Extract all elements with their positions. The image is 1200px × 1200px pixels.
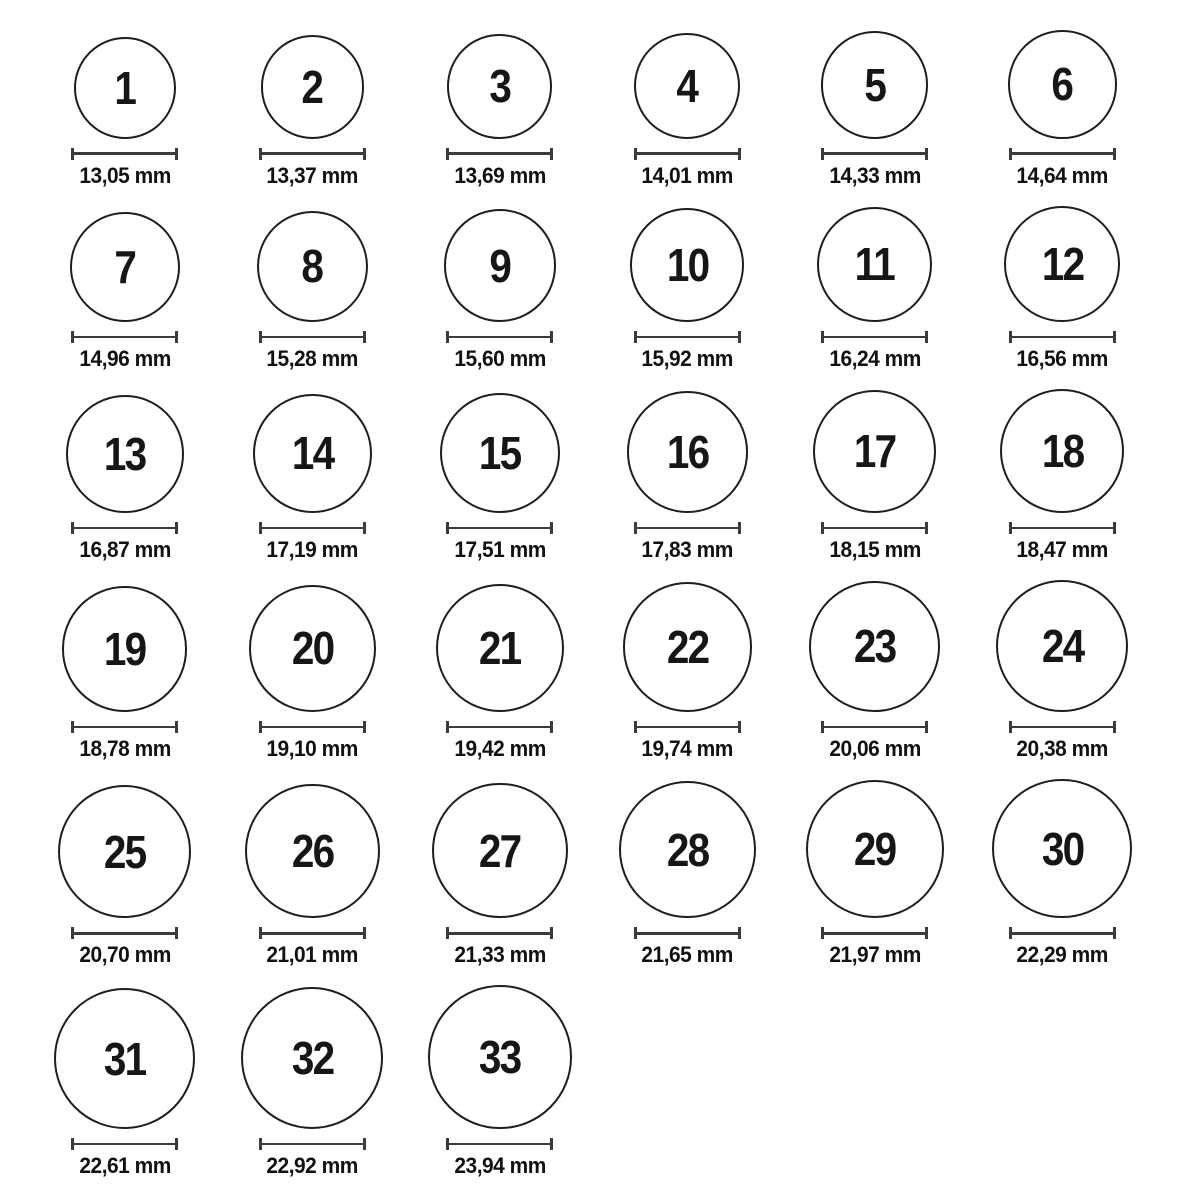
ring-number: 7: [114, 240, 136, 293]
diameter-label: 19,42 mm: [454, 735, 546, 761]
ruler-line: [449, 1143, 550, 1146]
ring-circle: [996, 580, 1128, 712]
diameter-label: 18,15 mm: [829, 536, 921, 562]
ring-cell: [31, 785, 219, 968]
ring-number: 29: [853, 823, 896, 876]
ring-circle: [806, 780, 944, 918]
ring-cell: [31, 37, 219, 189]
ring-circle: [817, 207, 932, 322]
ruler-line: [1012, 932, 1113, 935]
ring-number: 27: [478, 824, 521, 877]
ruler-line: [449, 527, 550, 530]
diameter-ruler: [259, 1138, 366, 1150]
ring-circle: [821, 31, 928, 138]
diameter-label: 21,01 mm: [266, 942, 358, 968]
ruler-line: [262, 527, 363, 530]
ruler-line: [262, 1143, 363, 1146]
ring-circle: [440, 393, 560, 513]
ring-row: [31, 206, 1200, 372]
diameter-label: 19,74 mm: [641, 735, 733, 761]
ring-number: 30: [1041, 822, 1083, 875]
ring-circle: [58, 785, 191, 918]
ring-cell: [406, 985, 594, 1179]
ring-cell: [31, 988, 219, 1179]
ring-number: 26: [291, 825, 333, 878]
ring-cell: [219, 394, 407, 563]
ruler-line: [74, 1143, 175, 1146]
diameter-ruler: [446, 522, 553, 534]
diameter-label: 20,06 mm: [829, 735, 921, 761]
ring-cell: [31, 212, 219, 372]
ring-number: 15: [478, 426, 521, 479]
ring-circle: [241, 987, 383, 1129]
diameter-ruler: [821, 331, 928, 343]
ring-circle: [70, 212, 180, 322]
diameter-label: 14,33 mm: [829, 162, 921, 188]
diameter-label: 23,94 mm: [454, 1153, 546, 1179]
ring-number: 31: [103, 1032, 146, 1085]
diameter-ruler: [1009, 522, 1116, 534]
ring-cell: [219, 211, 407, 372]
diameter-ruler: [634, 331, 741, 343]
ruler-line: [824, 152, 925, 155]
ruler-line: [1012, 336, 1113, 339]
ring-number: 19: [103, 623, 146, 676]
diameter-label: 20,70 mm: [79, 942, 171, 968]
ring-number: 17: [853, 425, 896, 478]
ring-number: 33: [478, 1031, 521, 1084]
diameter-ruler: [71, 522, 178, 534]
diameter-label: 21,33 mm: [454, 942, 546, 968]
diameter-label: 20,38 mm: [1016, 735, 1108, 761]
ring-cell: [969, 389, 1157, 563]
diameter-label: 21,97 mm: [829, 942, 921, 968]
ring-circle: [428, 985, 572, 1129]
diameter-ruler: [821, 927, 928, 939]
ring-cell: [969, 206, 1157, 372]
ruler-line: [1012, 527, 1113, 530]
ring-circle: [809, 581, 940, 712]
ring-cell: [594, 582, 782, 761]
ruler-line: [74, 726, 175, 729]
diameter-label: 14,01 mm: [641, 162, 733, 188]
ring-cell: [969, 30, 1157, 189]
ring-circle: [436, 584, 564, 712]
ring-cell: [219, 987, 407, 1179]
ring-cell: [781, 31, 969, 188]
ring-cell: [406, 393, 594, 563]
ring-circle: [66, 395, 184, 513]
diameter-ruler: [446, 1138, 553, 1150]
ruler-line: [262, 336, 363, 339]
ring-cell: [594, 781, 782, 968]
diameter-ruler: [634, 522, 741, 534]
diameter-label: 16,87 mm: [79, 536, 171, 562]
ruler-line: [74, 932, 175, 935]
diameter-label: 15,92 mm: [641, 345, 733, 371]
diameter-ruler: [821, 721, 928, 733]
ruler-line: [637, 527, 738, 530]
ring-cell: [781, 207, 969, 372]
ring-circle: [245, 784, 380, 919]
ruler-line: [824, 726, 925, 729]
ruler-line: [449, 336, 550, 339]
ring-number: 28: [666, 823, 708, 876]
diameter-ruler: [259, 331, 366, 343]
ring-cell: [406, 783, 594, 969]
diameter-ruler: [634, 148, 741, 160]
ring-cell: [781, 390, 969, 563]
ruler-line: [74, 527, 175, 530]
ring-number: 11: [855, 238, 895, 291]
diameter-label: 13,37 mm: [266, 162, 358, 188]
diameter-label: 22,61 mm: [79, 1153, 171, 1179]
diameter-label: 15,60 mm: [454, 345, 546, 371]
diameter-label: 16,24 mm: [829, 345, 921, 371]
ring-circle: [623, 582, 752, 711]
ring-number: 6: [1051, 58, 1073, 111]
ruler-line: [449, 726, 550, 729]
ring-number: 20: [291, 622, 333, 675]
ruler-line: [637, 932, 738, 935]
ruler-line: [637, 336, 738, 339]
ring-circle: [253, 394, 372, 513]
diameter-ruler: [446, 721, 553, 733]
ring-cell: [594, 208, 782, 372]
diameter-ruler: [1009, 148, 1116, 160]
ruler-line: [1012, 726, 1113, 729]
ruler-line: [262, 726, 363, 729]
diameter-label: 17,83 mm: [641, 536, 733, 562]
ring-row: [31, 389, 1200, 563]
diameter-ruler: [259, 522, 366, 534]
diameter-ruler: [1009, 927, 1116, 939]
ring-number: 18: [1041, 424, 1083, 477]
ruler-line: [74, 152, 175, 155]
diameter-label: 14,96 mm: [79, 345, 171, 371]
ring-number: 8: [301, 240, 323, 293]
ring-circle: [447, 34, 552, 139]
ring-circle: [74, 37, 176, 139]
ring-circle: [1004, 206, 1120, 322]
ring-number: 9: [489, 239, 511, 292]
ring-circle: [813, 390, 936, 513]
ring-number: 10: [666, 238, 708, 291]
ring-circle: [619, 781, 756, 918]
ring-number: 24: [1041, 619, 1083, 672]
ring-number: 2: [301, 60, 323, 113]
ring-cell: [781, 581, 969, 762]
ring-circle: [630, 208, 744, 322]
ring-cell: [31, 395, 219, 563]
diameter-label: 13,05 mm: [79, 162, 171, 188]
diameter-ruler: [71, 1138, 178, 1150]
ruler-line: [1012, 152, 1113, 155]
diameter-ruler: [634, 927, 741, 939]
diameter-ruler: [71, 721, 178, 733]
ring-circle: [627, 391, 749, 513]
diameter-label: 15,28 mm: [266, 345, 358, 371]
ring-number: 13: [103, 428, 146, 481]
ring-circle: [261, 35, 364, 138]
ruler-line: [637, 152, 738, 155]
diameter-ruler: [446, 148, 553, 160]
ring-number: 14: [291, 427, 333, 480]
ruler-line: [262, 932, 363, 935]
ring-circle: [257, 211, 368, 322]
diameter-ruler: [259, 721, 366, 733]
ring-circle: [634, 33, 740, 139]
ring-circle: [54, 988, 195, 1129]
ring-number: 12: [1041, 237, 1083, 290]
ring-cell: [594, 33, 782, 189]
ring-number: 23: [853, 620, 896, 673]
ruler-line: [824, 336, 925, 339]
diameter-label: 17,19 mm: [266, 536, 358, 562]
ring-cell: [31, 586, 219, 761]
diameter-label: 22,92 mm: [266, 1153, 358, 1179]
ruler-line: [449, 152, 550, 155]
diameter-ruler: [1009, 331, 1116, 343]
ring-number: 4: [676, 59, 698, 112]
ring-cell: [969, 779, 1157, 969]
ring-number: 22: [666, 621, 708, 674]
ring-number: 21: [478, 621, 521, 674]
ring-circle: [62, 586, 187, 711]
ruler-line: [824, 527, 925, 530]
diameter-ruler: [446, 331, 553, 343]
diameter-ruler: [821, 522, 928, 534]
ring-cell: [219, 784, 407, 969]
ring-cell: [219, 585, 407, 762]
ring-row: [31, 30, 1200, 189]
ring-cell: [969, 580, 1157, 762]
ring-cell: [406, 209, 594, 371]
ruler-line: [262, 152, 363, 155]
diameter-label: 18,47 mm: [1016, 536, 1108, 562]
ring-cell: [406, 34, 594, 189]
diameter-label: 14,64 mm: [1016, 162, 1108, 188]
diameter-label: 17,51 mm: [454, 536, 546, 562]
ring-cell: [781, 780, 969, 968]
ring-circle: [1008, 30, 1117, 139]
diameter-ruler: [821, 148, 928, 160]
diameter-label: 16,56 mm: [1016, 345, 1108, 371]
ring-number: 25: [103, 825, 146, 878]
diameter-label: 21,65 mm: [641, 942, 733, 968]
ring-row: [31, 580, 1200, 762]
ring-row: [31, 779, 1200, 969]
ring-number: 32: [291, 1031, 333, 1084]
diameter-ruler: [71, 927, 178, 939]
ring-cell: [219, 35, 407, 188]
diameter-ruler: [71, 331, 178, 343]
ring-circle: [1000, 389, 1124, 513]
ring-circle: [444, 209, 556, 321]
ring-circle: [249, 585, 376, 712]
diameter-label: 22,29 mm: [1016, 942, 1108, 968]
ring-circle: [992, 779, 1132, 919]
diameter-ruler: [634, 721, 741, 733]
ring-circle: [432, 783, 568, 919]
ruler-line: [74, 336, 175, 339]
ruler-line: [449, 932, 550, 935]
ring-number: 3: [489, 60, 511, 113]
ring-cell: [594, 391, 782, 563]
ruler-line: [824, 932, 925, 935]
diameter-ruler: [259, 927, 366, 939]
diameter-ruler: [1009, 721, 1116, 733]
diameter-ruler: [259, 148, 366, 160]
diameter-label: 18,78 mm: [79, 735, 171, 761]
ring-number: 5: [864, 58, 886, 111]
diameter-label: 19,10 mm: [266, 735, 358, 761]
diameter-ruler: [446, 927, 553, 939]
ring-cell: [406, 584, 594, 762]
ring-number: 16: [666, 426, 708, 479]
ring-row: [31, 985, 1200, 1179]
diameter-ruler: [71, 148, 178, 160]
ruler-line: [637, 726, 738, 729]
ring-number: 1: [114, 61, 136, 114]
diameter-label: 13,69 mm: [454, 162, 546, 188]
